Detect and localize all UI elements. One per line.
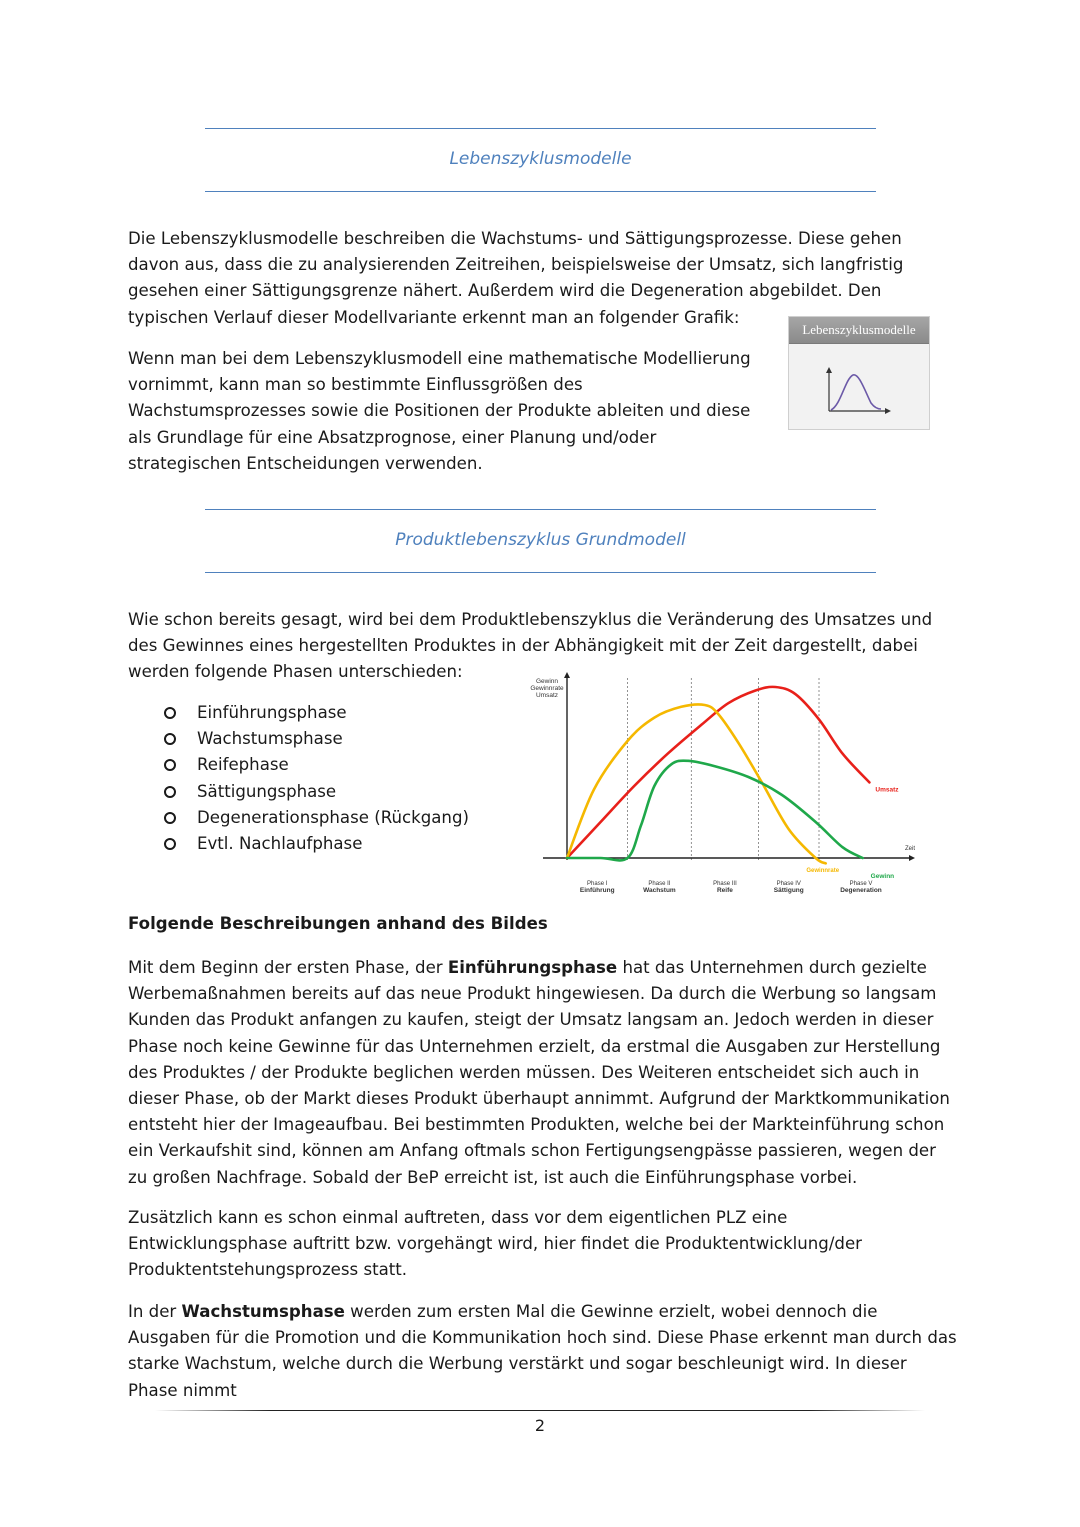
subheading-beschreibungen: Folgende Beschreibungen anhand des Bildes [128, 914, 548, 933]
circle-bullet-icon [164, 812, 176, 824]
circle-bullet-icon [164, 838, 176, 850]
paragraph-wachstum: In der Wachstumsphase werden zum ersten Mal die Gewinne erzielt, wobei dennoch die Ausgaben für die Promotion und die Kommunikation hoch sind. Diese Phase erkennt man durch das starke Wachstum, welche durch die Werbung verstärkt und sogar beschleunigt wird. In dieser Phase nimmt [128, 1302, 957, 1400]
y-axis-arrow-icon [564, 672, 570, 678]
footer-rule [155, 1410, 925, 1411]
phase-label: Sättigung [773, 887, 804, 894]
list-item: Einführungsphase [160, 700, 469, 726]
phase-name: Phase II [648, 881, 671, 887]
phase-list [160, 700, 469, 857]
y-axis-label: Umsatz [535, 692, 559, 699]
heading-rule-top-2 [205, 509, 876, 510]
lebenszyklus-thumbnail[interactable] [788, 316, 930, 430]
series-label-gewinnrate: Gewinnrate [806, 868, 840, 874]
y-axis-label: Gewinn [535, 678, 559, 685]
list-item: Reifephase [160, 752, 469, 778]
section-heading-grundmodell: Produktlebenszyklus Grundmodell [395, 530, 686, 550]
circle-bullet-icon [164, 733, 176, 745]
list-item: Evtl. Nachlaufphase [160, 831, 469, 857]
circle-bullet-icon [164, 707, 176, 719]
paragraph-intro: Die Lebenszyklusmodelle beschreiben die Wachstums- und Sättigungsprozesse. Diese gehen davon aus, dass die zu analysierenden Zeitreihen, beispielsweise der Umsatz, sich langfristig gesehen einer Sättigungsgrenze nähert. Außerdem wird die Degeneration abgebildet. Den typischen Verlauf dieser Modellvariante erkennt man an folgender Grafik: [128, 229, 904, 327]
phase-label: Wachstum [643, 887, 676, 894]
term-einfuehrungsphase: Einführungsphase [447, 958, 618, 977]
heading-rule-bottom-2 [205, 572, 876, 573]
section-heading-lebenszyklusmodelle: Lebenszyklusmodelle [449, 149, 632, 169]
paragraph-einfuehrung: Mit dem Beginn der ersten Phase, der Einführungsphase hat das Unternehmen durch gezielte Werbemaßnahmen bereits auf das neue Produkt hingewiesen. Da durch die Werbung so langsam Kunden das Produkt anfangen zu kaufen, steigt der Umsatz langsam an. Jedoch werden in dieser Phase noch keine Gewinne für das Unternehmen erzielt, da erstmal die Ausgaben zur Herstellung des Produktes / der Produkte beglichen werden müssen. Des Weiteren entscheidet sich auch in dieser Phase, ob der Markt dieses Produkt überhaupt annimmt. Aufgrund der Marktkommunikation entsteht hier der Imageaufbau. Bei bestimmten Produkten, welche bei der Markteinführung schon ein Verkaufshit sind, können am Anfang oftmals schon Fertigungsengpässe passieren, wegen der zu großen Nachfrage. Sobald der BeP erreicht ist, ist auch die Einführungsphase vorbei. [128, 958, 950, 1187]
product-lifecycle-chart [505, 670, 925, 915]
page-number: 2 [534, 1416, 546, 1435]
phase-name: Phase IV [776, 881, 801, 887]
phase-name: Phase V [849, 881, 873, 887]
thumbnail-title: Lebenszyklusmodelle [789, 317, 929, 344]
x-axis-label: Zeit [905, 846, 916, 852]
phase-name: Phase I [587, 881, 608, 887]
x-axis-arrow-icon [909, 855, 915, 861]
list-item: Wachstumsphase [160, 726, 469, 752]
circle-bullet-icon [164, 759, 176, 771]
series-label-gewinn: Gewinn [870, 873, 895, 880]
term-wachstumsphase: Wachstumsphase [181, 1302, 345, 1321]
phase-label: Reife [716, 887, 733, 894]
list-item: Sättigungsphase [160, 779, 469, 805]
heading-rule-top [205, 128, 876, 129]
lifecycle-curve-icon [789, 343, 929, 429]
list-item: Degenerationsphase (Rückgang) [160, 805, 469, 831]
paragraph-plz-intro: Wie schon bereits gesagt, wird bei dem Produktlebenszyklus die Veränderung des Umsatzes und des Gewinnes eines hergestellten Produktes in der Abhängigkeit mit der Zeit dargestellt, dabei werden folgende Phasen unterschieden: [128, 610, 933, 682]
circle-bullet-icon [164, 786, 176, 798]
y-axis-label: Gewinnrate [530, 685, 564, 692]
phase-name: Phase III [713, 881, 737, 887]
paragraph-entwicklung: Zusätzlich kann es schon einmal auftreten, dass vor dem eigentlichen PLZ eine Entwicklungsphase auftritt bzw. vorgehängt wird, hier findet die Produktentwicklung/der Produktentstehungsprozess statt. [128, 1208, 862, 1280]
series-label-umsatz: Umsatz [875, 786, 899, 794]
phase-label: Einführung [579, 887, 615, 894]
heading-rule-bottom [205, 191, 876, 192]
paragraph-modellierung: Wenn man bei dem Lebenszyklusmodell eine mathematische Modellierung vornimmt, kann man so bestimmte Einflussgrößen des Wachstumsprozesses sowie die Positionen der Produkte ableiten und diese als Grundlage für eine Absatzprognose, einer Planung und/oder strategischen Entscheidungen verwenden. [128, 349, 751, 473]
phase-label: Degeneration [840, 887, 882, 894]
